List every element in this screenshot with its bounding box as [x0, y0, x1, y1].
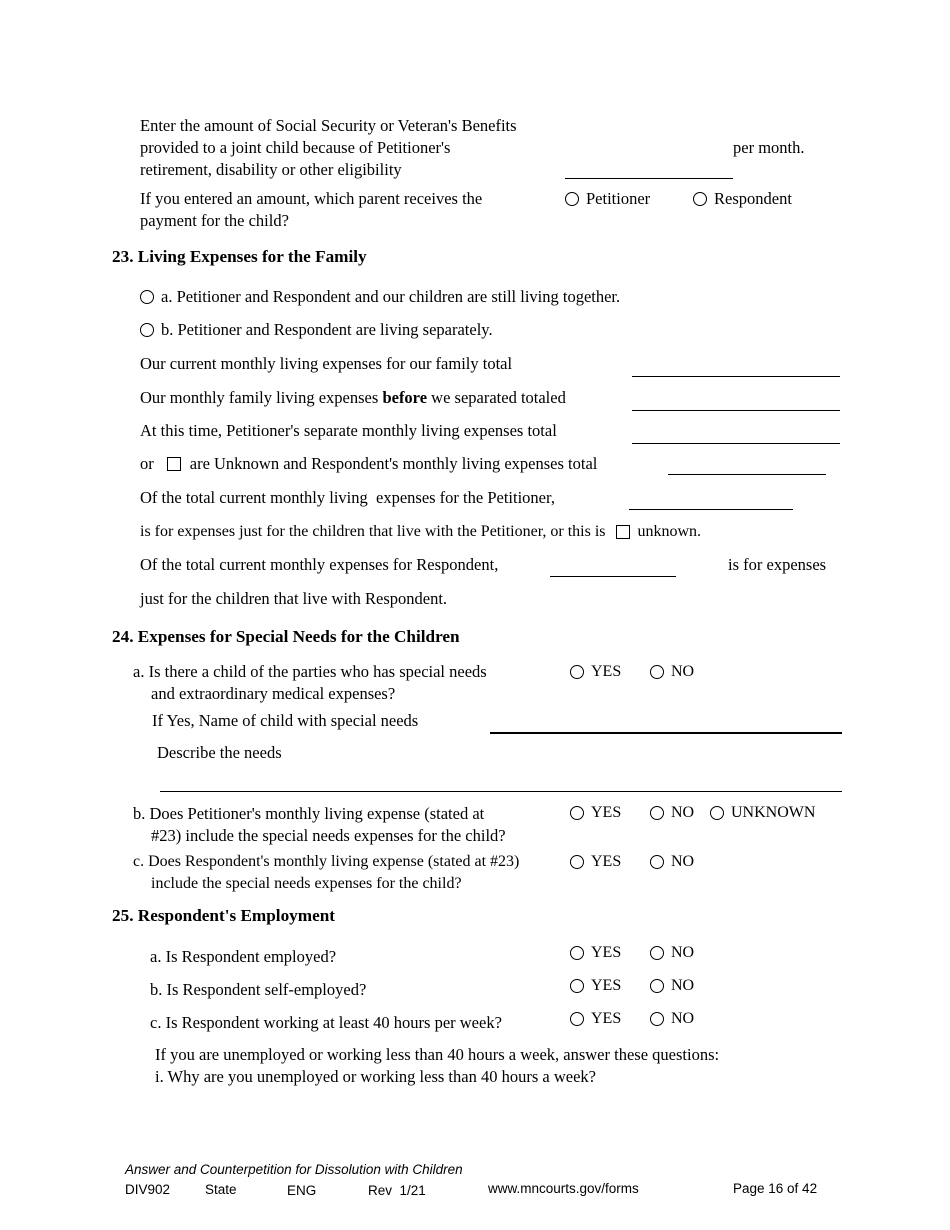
- living-separately-option: [140, 320, 493, 340]
- employed-yes-label: YES: [591, 944, 622, 961]
- section-23-heading: 23. Living Expenses for the Family: [112, 247, 367, 266]
- petitioner-expense-no-option: [650, 804, 694, 822]
- self-employed-yes-option: [570, 977, 621, 995]
- respondent-radio[interactable]: [693, 192, 707, 206]
- child-name-line[interactable]: [490, 712, 842, 734]
- petitioner-expense-yes-label: YES: [591, 804, 622, 821]
- footer-revision: Rev 1/21: [368, 1183, 426, 1198]
- self-employed-yes-radio[interactable]: [570, 979, 584, 993]
- why-unemployed-question: i. Why are you unemployed or working less than 40 hours a week?: [155, 1067, 596, 1086]
- section-24-heading: 24. Expenses for Special Needs for the Children: [112, 627, 460, 646]
- expenses-unknown-checkbox[interactable]: [167, 457, 181, 471]
- special-needs-yes-radio[interactable]: [570, 665, 584, 679]
- petitioner-expense-q-line-2: #23) include the special needs expenses for the child?: [151, 826, 506, 845]
- employed-no-radio[interactable]: [650, 946, 664, 960]
- respondent-expense-no-radio[interactable]: [650, 855, 664, 869]
- footer-form-code: DIV902: [125, 1182, 171, 1197]
- forty-hours-no-option: [650, 1010, 694, 1028]
- self-employed-q-label: b. Is Respondent self-employed?: [150, 980, 367, 999]
- unemployed-note: If you are unemployed or working less than 40 hours a week, answer these questions:: [155, 1045, 720, 1064]
- petitioner-children-amount-line[interactable]: [629, 489, 793, 510]
- children-petitioner-label: is for expenses just for the children that live with the Petitioner, or this is: [140, 523, 606, 540]
- children-respondent-label: just for the children that live with Respondent.: [140, 589, 448, 608]
- respondent-expenses-line[interactable]: [668, 454, 826, 475]
- benefit-question-line-2: payment for the child?: [140, 211, 289, 230]
- current-total-line[interactable]: [632, 356, 840, 377]
- employed-yes-radio[interactable]: [570, 946, 584, 960]
- respondent-expense-q-line-2: include the special needs expenses for the child?: [151, 875, 462, 892]
- respondent-expense-yes-label: YES: [591, 853, 622, 870]
- respondent-expense-yes-option: [570, 853, 621, 871]
- living-together-label: a. Petitioner and Respondent and our children are still living together.: [161, 287, 621, 306]
- living-separately-label: b. Petitioner and Respondent are living separately.: [161, 320, 493, 339]
- of-total-respondent-label: Of the total current monthly expenses for Respondent,: [140, 555, 499, 574]
- before-separated-label: Our monthly family living expenses before we separated totaled: [140, 388, 566, 407]
- self-employed-no-label: NO: [671, 977, 695, 994]
- footer-language: ENG: [287, 1183, 317, 1198]
- self-employed-yes-label: YES: [591, 977, 622, 994]
- petitioner-expense-unknown-radio[interactable]: [710, 806, 724, 820]
- respondent-expense-yes-radio[interactable]: [570, 855, 584, 869]
- petitioner-separate-label: At this time, Petitioner's separate monthly living expenses total: [140, 421, 557, 440]
- respondent-expense-no-label: NO: [671, 853, 695, 870]
- unknown-word: unknown.: [637, 523, 702, 540]
- special-needs-no-radio[interactable]: [650, 665, 664, 679]
- petitioner-expense-no-label: NO: [671, 804, 695, 821]
- petitioner-radio[interactable]: [565, 192, 579, 206]
- employed-no-option: [650, 944, 694, 962]
- special-needs-yes-label: YES: [591, 663, 622, 680]
- footer-url: www.mncourts.gov/forms: [488, 1181, 639, 1196]
- petitioner-expense-unknown-option: [710, 804, 815, 822]
- special-needs-no-label: NO: [671, 663, 695, 680]
- employed-yes-option: [570, 944, 621, 962]
- special-needs-no-option: [650, 663, 694, 681]
- of-total-petitioner-label: Of the total current monthly living expenses for the Petitioner,: [140, 488, 555, 507]
- petitioner-expense-yes-radio[interactable]: [570, 806, 584, 820]
- benefit-amount-line[interactable]: [565, 158, 733, 179]
- self-employed-no-radio[interactable]: [650, 979, 664, 993]
- employed-no-label: NO: [671, 944, 695, 961]
- petitioner-separate-line[interactable]: [632, 423, 840, 444]
- benefits-line-3: retirement, disability or other eligibility: [140, 160, 402, 179]
- petitioner-expense-no-radio[interactable]: [650, 806, 664, 820]
- forty-hours-q-label: c. Is Respondent working at least 40 hours per week?: [150, 1013, 502, 1032]
- living-together-radio[interactable]: [140, 290, 154, 304]
- special-needs-q-line-2: and extraordinary medical expenses?: [151, 684, 396, 703]
- footer-state: State: [205, 1182, 237, 1197]
- section-25-heading: 25. Respondent's Employment: [112, 906, 335, 925]
- petitioner-radio-label: Petitioner: [586, 189, 651, 208]
- unknown-respondent-row: [140, 453, 597, 475]
- forty-hours-yes-option: [570, 1010, 621, 1028]
- current-total-label: Our current monthly living expenses for our family total: [140, 354, 513, 373]
- footer-page-number: Page 16 of 42: [733, 1181, 818, 1196]
- forty-hours-no-label: NO: [671, 1010, 695, 1027]
- forty-hours-no-radio[interactable]: [650, 1012, 664, 1026]
- before-bold-word: before: [382, 388, 428, 407]
- describe-needs-label: Describe the needs: [157, 743, 282, 762]
- is-for-expenses-label: is for expenses: [728, 555, 827, 574]
- special-needs-q-line-1: a. Is there a child of the parties who has special needs: [133, 662, 487, 681]
- footer-form-title: Answer and Counterpetition for Dissolution with Children: [125, 1162, 463, 1177]
- petitioner-expense-unknown-label: UNKNOWN: [731, 804, 816, 821]
- special-needs-yes-option: [570, 663, 621, 681]
- forty-hours-yes-radio[interactable]: [570, 1012, 584, 1026]
- unknown-respondent-label: are Unknown and Respondent's monthly living expenses total: [189, 454, 598, 473]
- if-yes-name-label: If Yes, Name of child with special needs: [152, 711, 419, 730]
- benefit-parent-respondent-option: [693, 189, 792, 209]
- petitioner-expense-yes-option: [570, 804, 621, 822]
- respondent-expense-no-option: [650, 853, 694, 871]
- benefit-question-line-1: If you entered an amount, which parent receives the: [140, 189, 483, 208]
- amount-unknown-checkbox[interactable]: [616, 525, 630, 539]
- employed-q-label: a. Is Respondent employed?: [150, 947, 337, 966]
- respondent-expense-q-line-1: c. Does Respondent's monthly living expense (stated at #23): [133, 853, 520, 870]
- benefit-parent-petitioner-option: [565, 189, 650, 209]
- respondent-children-amount-line[interactable]: [550, 556, 676, 577]
- living-together-option: [140, 287, 620, 307]
- benefits-line-2: provided to a joint child because of Petitioner's: [140, 138, 451, 157]
- petitioner-expense-q-line-1: b. Does Petitioner's monthly living expense (stated at: [133, 804, 485, 823]
- or-word: or: [140, 454, 154, 473]
- children-petitioner-row: [140, 521, 701, 543]
- before-separated-line[interactable]: [632, 390, 840, 411]
- benefits-line-1: Enter the amount of Social Security or Veteran's Benefits: [140, 116, 517, 135]
- respondent-radio-label: Respondent: [714, 189, 792, 208]
- forty-hours-yes-label: YES: [591, 1010, 622, 1027]
- describe-needs-line[interactable]: [160, 771, 842, 792]
- per-month-label: per month.: [733, 138, 805, 157]
- self-employed-no-option: [650, 977, 694, 995]
- living-separately-radio[interactable]: [140, 323, 154, 337]
